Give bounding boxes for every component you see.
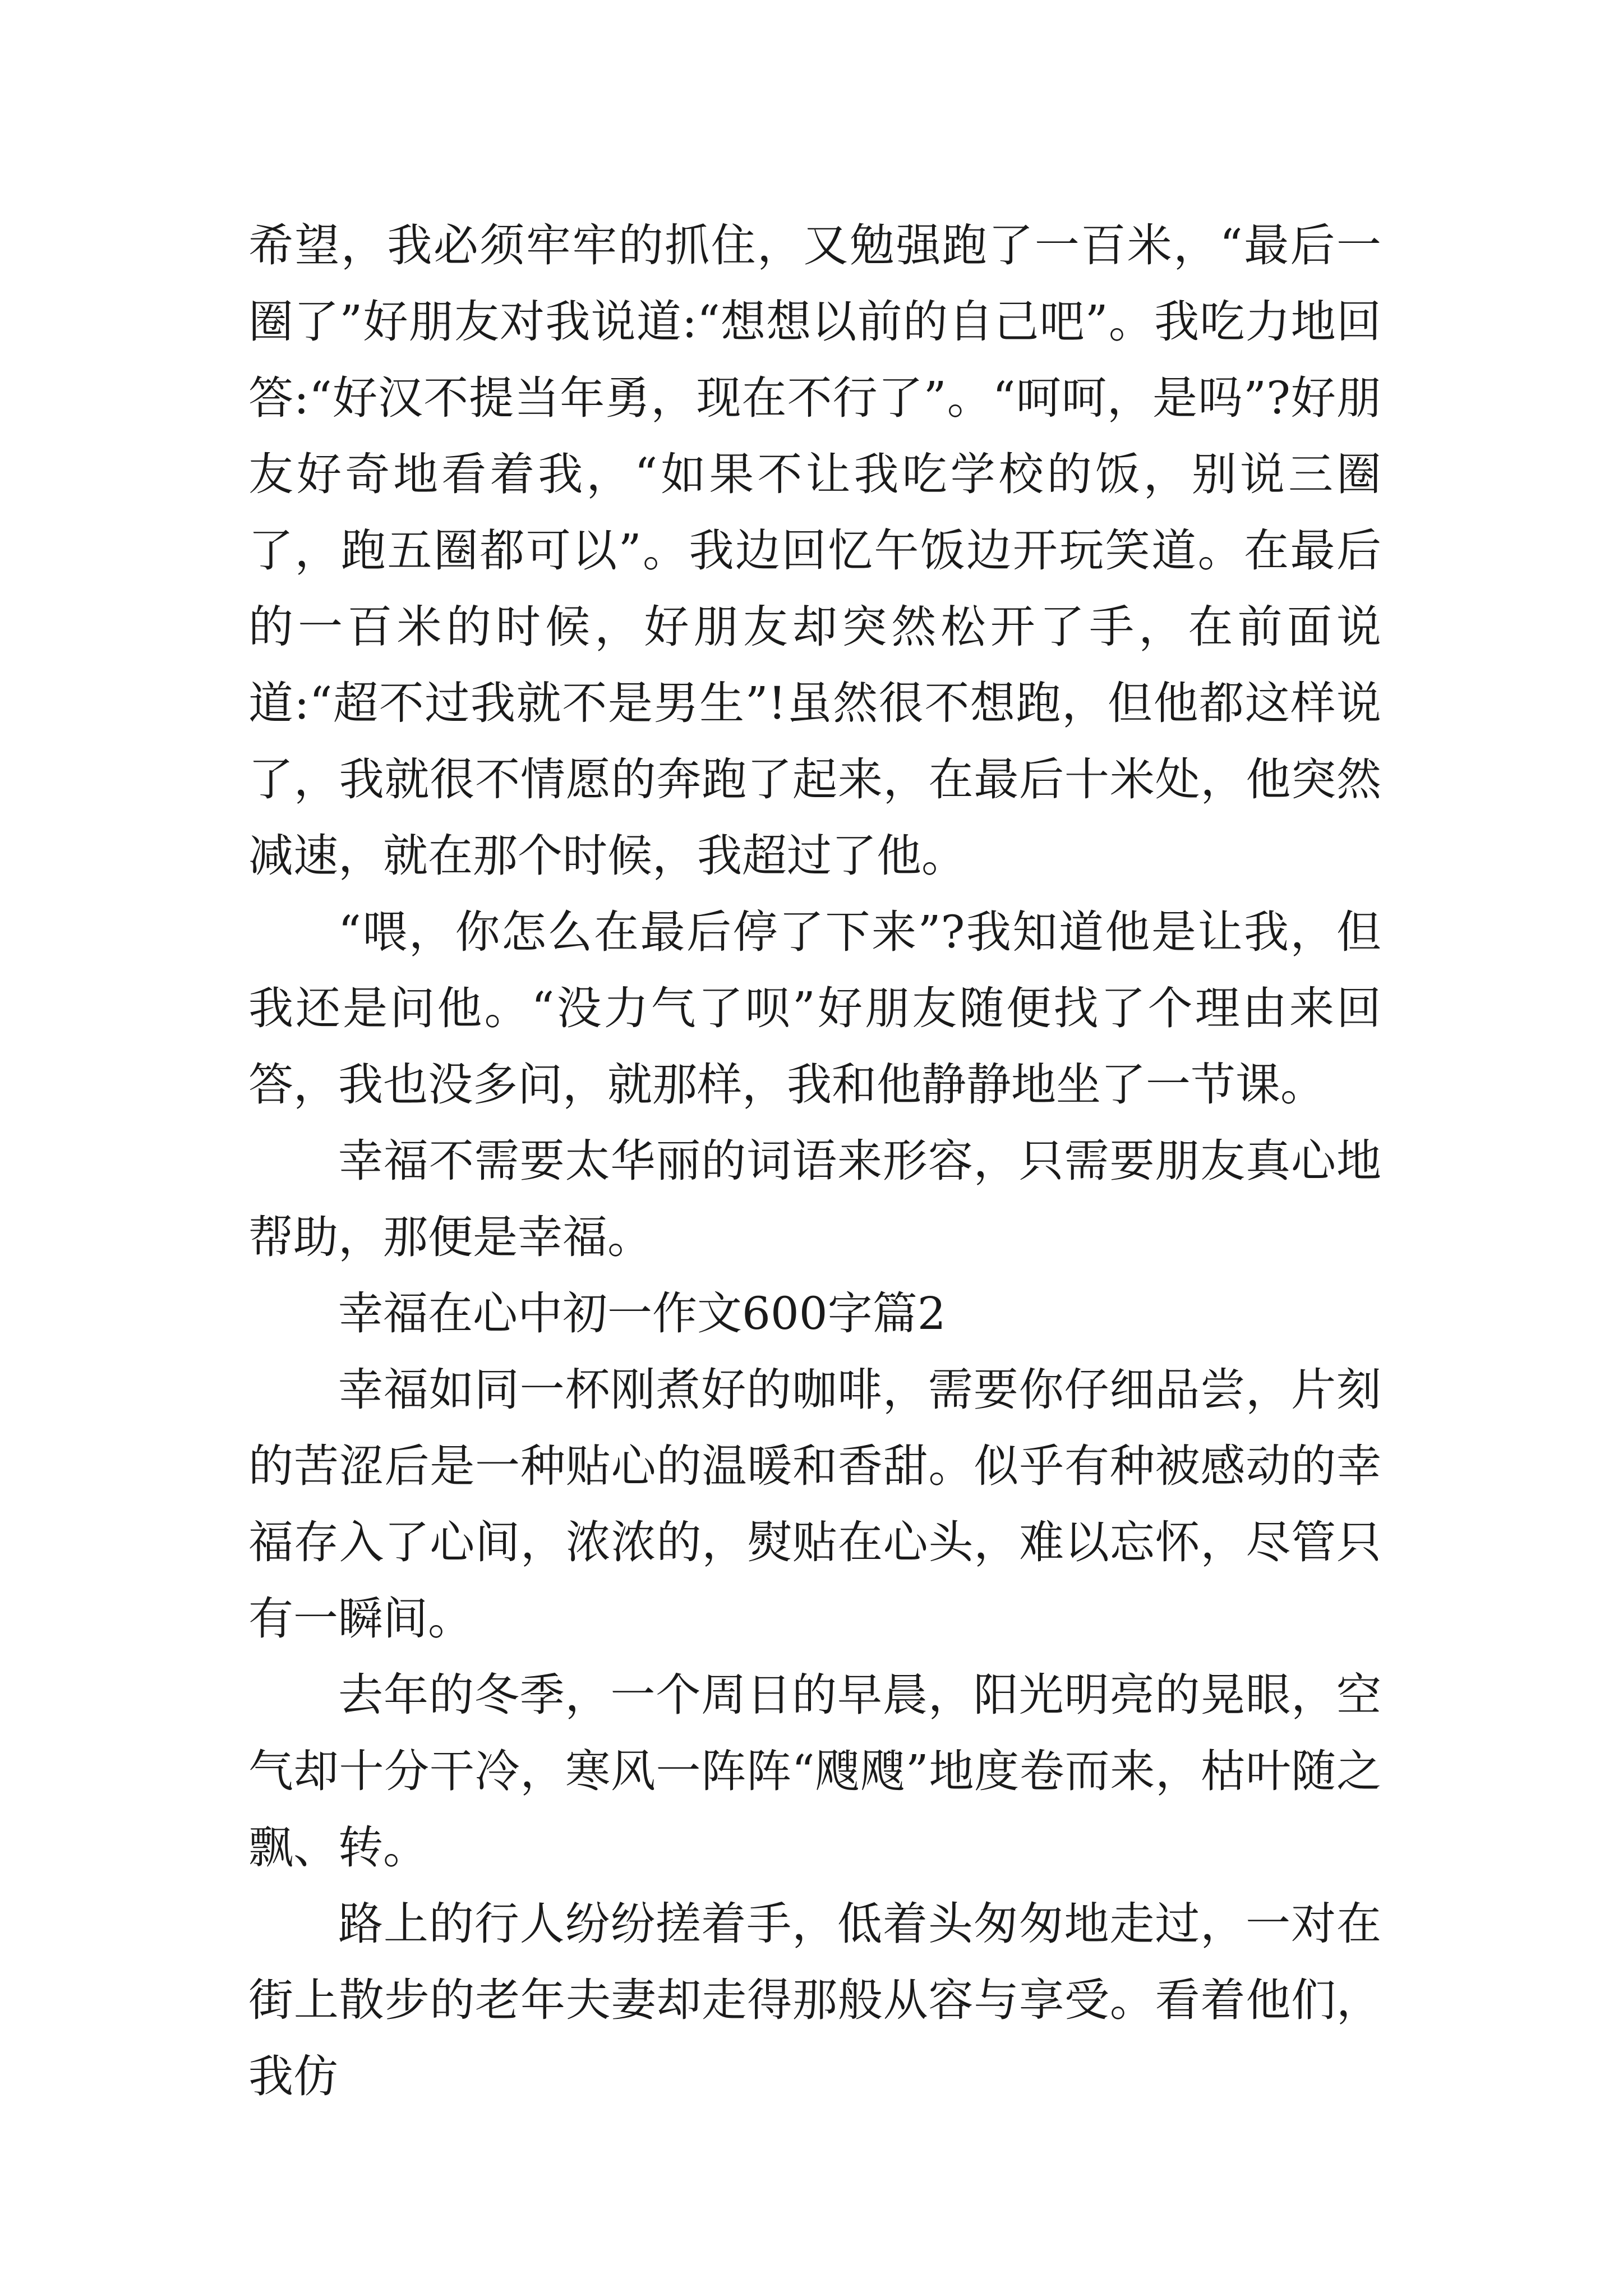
paragraph-1: 希望，我必须牢牢的抓住，又勉强跑了一百米，“最后一圈了”好朋友对我说道:“想想以前的自己吧”。我吃力地回答:“好汉不提当年勇，现在不行了”。“呵呵，是吗”?好朋友好奇地看着我，“如果不让我吃学校的饭，别说三圈了，跑五圈都可以”。我边回忆午饭边开玩笑道。在最后的一百米的时候，好朋友却突然松开了手，在前面说道:“超不过我就不是男生”!虽然很不想跑，但他都这样说了，我就很不情愿的奔跑了起来，在最后十米处，他突然减速，就在那个时候，我超过了他。 [248, 219, 1381, 882]
paragraph-5: 去年的冬季，一个周日的早晨，阳光明亮的晃眼，空气却十分干冷，寒风一阵阵“飕飕”地度卷而来，枯叶随之飘、转。 [248, 1669, 1381, 1874]
paragraph-6: 路上的行人纷纷搓着手，低着头匆匆地走过，一对在街上散步的老年夫妻却走得那般从容与享受。看着他们，我仿 [248, 1898, 1381, 2102]
section-heading: 幸福在心中初一作文600字篇2 [338, 1287, 946, 1340]
document-body [248, 208, 1381, 2115]
paragraph-4: 幸福如同一杯刚煮好的咖啡，需要你仔细品尝，片刻的苦涩后是一种贴心的温暖和香甜。似乎有种被感动的幸福存入了心间，浓浓的，熨贴在心头，难以忘怀，尽管只有一瞬间。 [248, 1364, 1381, 1645]
paragraph-2: “喂，你怎么在最后停了下来”?我知道他是让我，但我还是问他。“没力气了呗”好朋友随便找了个理由来回答，我也没多问，就那样，我和他静静地坐了一节课。 [248, 906, 1381, 1111]
paragraph-3: 幸福不需要太华丽的词语来形容，只需要朋友真心地帮助，那便是幸福。 [248, 1135, 1381, 1263]
